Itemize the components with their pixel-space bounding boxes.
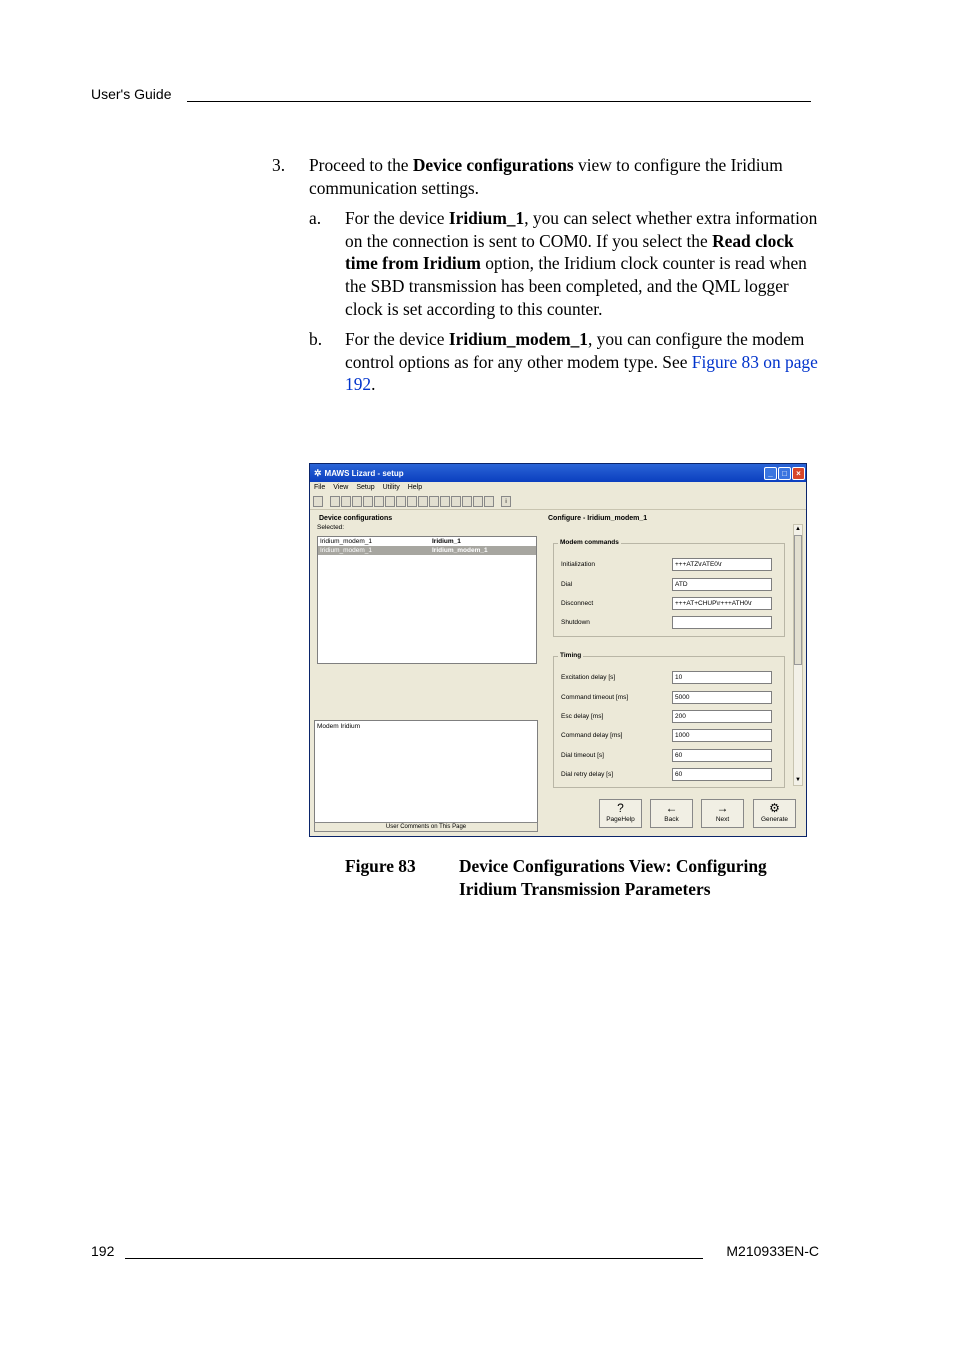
command-delay-input[interactable]: 1000 [672,729,772,742]
field-disconnect: Disconnect +++AT+CHUP\r+++ATH0\r [561,597,776,611]
device-list[interactable] [317,536,537,664]
window-titlebar [310,464,806,482]
instruction-body [272,154,820,396]
shutdown-input[interactable] [672,616,772,629]
step-a [309,207,820,320]
step-b [309,328,820,396]
menu-help[interactable]: Help [407,484,423,491]
dial-retry-delay-input[interactable]: 60 [672,768,772,781]
vertical-scrollbar[interactable] [793,524,803,786]
modem-commands-legend: Modem commands [560,539,619,546]
list-item[interactable]: Iridium_modem_1 Iridium_modem_1 [318,546,536,555]
doc-code: M210933EN-C [726,1243,819,1259]
menu-file[interactable]: File [314,484,326,491]
dial-timeout-input[interactable]: 60 [672,749,772,762]
generate-button[interactable]: ⚙ Generate [753,799,796,828]
timing-group [553,652,785,788]
help-icon: ? [617,801,624,815]
screenshot-window [309,463,807,837]
header-title: User's Guide [91,86,172,102]
field-initialization: Initialization +++ATZ\rATE0\r [561,558,776,572]
minimize-icon[interactable]: _ [764,467,777,480]
app-icon: ✲ [314,467,322,478]
selected-label: Selected: [317,524,345,531]
maximize-icon[interactable]: □ [778,467,791,480]
toolbar-button-icon[interactable] [396,496,406,507]
field-shutdown: Shutdown [561,616,776,630]
scroll-thumb[interactable] [794,535,802,665]
menu-view[interactable]: View [333,484,349,491]
dial-input[interactable]: ATD [672,578,772,591]
toolbar-button-icon[interactable] [407,496,417,507]
toolbar-button-icon[interactable] [363,496,373,507]
configure-title: Configure - Iridium_modem_1 [548,515,648,522]
toolbar-button-icon[interactable] [473,496,483,507]
modem-commands-group [553,539,785,637]
field-dial-timeout: Dial timeout [s] 60 [561,749,776,763]
figure-number: Figure 83 [345,856,416,876]
field-esc-delay: Esc delay [ms] 200 [561,710,776,724]
menu-bar [310,482,806,493]
toolbar-button-icon[interactable] [313,496,323,507]
right-pane [542,515,806,795]
toolbar-button-icon[interactable] [385,496,395,507]
user-comments-box[interactable]: Modem Iridium [314,720,538,830]
footer-rule [125,1258,703,1259]
menu-setup[interactable]: Setup [356,484,375,491]
arrow-left-icon: ← [665,801,678,815]
disconnect-input[interactable]: +++AT+CHUP\r+++ATH0\r [672,597,772,610]
toolbar-button-icon[interactable] [418,496,428,507]
device-config-title: Device configurations [319,515,393,522]
step-text: For the device Iridium_modem_1, you can configure the modem control options as for any other modem type. See Figure 83 on page 192. [345,329,818,395]
esc-delay-input[interactable]: 200 [672,710,772,723]
page-header [91,86,811,102]
toolbar-button-icon[interactable] [451,496,461,507]
menu-utility[interactable]: Utility [382,484,400,491]
step-text: Proceed to the Device configurations view to configure the Iridium communication settings. [309,155,783,198]
scroll-down-icon[interactable]: ▼ [795,777,801,783]
left-pane [313,515,539,835]
toolbar-button-icon[interactable] [374,496,384,507]
header-rule [187,101,811,102]
step-3 [272,154,820,199]
toolbar-button-icon[interactable] [429,496,439,507]
field-excitation-delay: Excitation delay [s] 10 [561,671,776,685]
timing-legend: Timing [560,652,582,659]
toolbar-button-icon[interactable] [341,496,351,507]
scroll-up-icon[interactable]: ▲ [795,526,801,532]
step-letter: a. [309,208,322,229]
gears-icon: ⚙ [769,801,780,815]
field-command-timeout: Command timeout [ms] 5000 [561,691,776,705]
initialization-input[interactable]: +++ATZ\rATE0\r [672,558,772,571]
back-button[interactable]: ← Back [650,799,693,828]
toolbar [310,493,806,510]
pagehelp-button[interactable]: ? PageHelp [599,799,642,828]
figure-title: Device Configurations View: Configuring Iridium Transmission Parameters [459,856,767,899]
toolbar-button-icon[interactable] [352,496,362,507]
excitation-delay-input[interactable]: 10 [672,671,772,684]
command-timeout-input[interactable]: 5000 [672,691,772,704]
toolbar-button-icon[interactable] [462,496,472,507]
figure-link[interactable]: Figure 83 on page 192 [345,351,818,395]
step-text: For the device Iridium_1, you can select whether extra information on the connection is sent to COM0. If you select the Read clock time from Iridium option, the Iridium clock counter is read when the SBD transmission has been completed, and the QML logger clock is set according to this counter. [345,208,818,319]
wizard-button-bar [542,797,806,835]
arrow-right-icon: → [716,801,729,815]
step-number: 3. [272,155,286,175]
toolbar-button-icon[interactable] [440,496,450,507]
field-dial: Dial ATD [561,578,776,592]
list-item[interactable]: Iridium_modem_1 Iridium_1 [320,538,461,545]
page-footer [91,1243,819,1259]
toolbar-button-icon[interactable] [330,496,340,507]
user-comments-button[interactable]: User Comments on This Page [314,822,538,832]
info-icon[interactable]: i [501,496,511,507]
page-number: 192 [91,1243,115,1259]
next-button[interactable]: → Next [701,799,744,828]
window-title: MAWS Lizard - setup [324,468,404,478]
toolbar-button-icon[interactable] [484,496,494,507]
field-dial-retry-delay: Dial retry delay [s] 60 [561,768,776,782]
step-letter: b. [309,329,323,350]
close-icon[interactable]: × [792,467,805,480]
field-command-delay: Command delay [ms] 1000 [561,729,776,743]
